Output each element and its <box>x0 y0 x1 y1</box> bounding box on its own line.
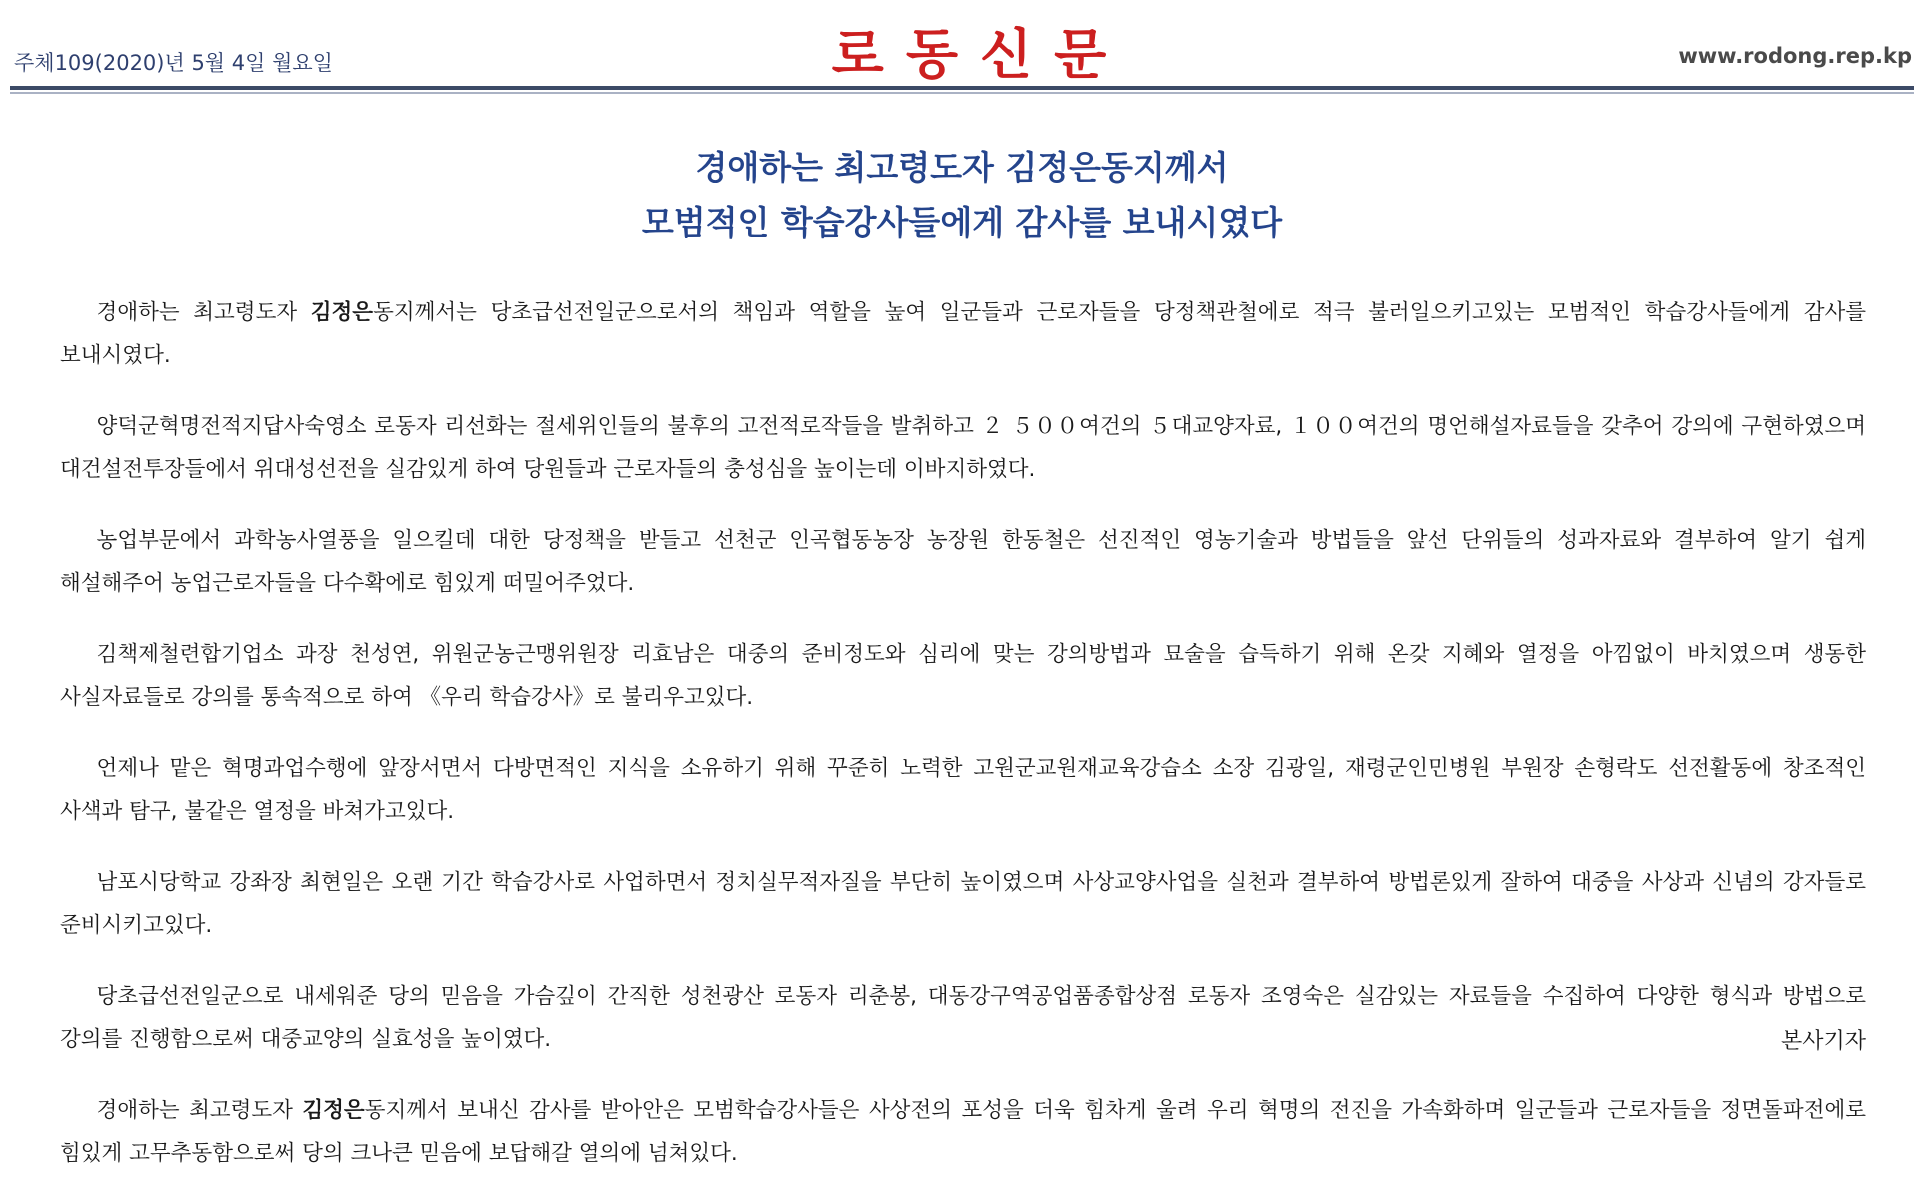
headline-line-1: 경애하는 최고령도자 김정은동지께서 <box>695 148 1229 187</box>
publication-date: 주체109(2020)년 5월 4일 월요일 <box>14 51 333 75</box>
site-url-link[interactable]: www.rodong.rep.kp <box>1678 44 1912 68</box>
paragraph-7: 당초급선전일군으로 내세워준 당의 믿음을 가슴깊이 간직한 성천광산 로동자 리춘봉, 대동강구역공업품종합상점 로동자 조영숙은 실감있는 자료들을 수집하여 다양한 형식과 방법으로 강의를 진행함으로써 대중교양의 실효성을 높이였다. <box>60 984 1866 1052</box>
paragraph-8-rest: 동지께서 보내신 감사를 받아안은 모범학습강사들은 사상전의 포성을 더욱 힘차게 울려 우리 혁명의 전진을 가속화하며 일군들과 근로자들을 정면돌파전에로 힘있게 고무추동함으로써 당의 크나큰 믿음에 보답해갈 열의에 넘쳐있다. <box>60 1098 1867 1166</box>
masthead-divider <box>10 86 1914 90</box>
paragraph-5: 언제나 맡은 혁명과업수행에 앞장서면서 다방면적인 지식을 소유하기 위해 꾸준히 노력한 고원군교원재교육강습소 소장 김광일, 재령군인민병원 부원장 손형락도 선전활동에 창조적인 사색과 탐구, 불같은 열정을 바쳐가고있다. <box>60 756 1866 824</box>
article-headline <box>0 140 1924 250</box>
paragraph-6: 남포시당학교 강좌장 최현일은 오랜 기간 학습강사로 사업하면서 정치실무적자질을 부단히 높이였으며 사상교양사업을 실천과 결부하여 방법론있게 잘하여 대중을 사상과 신념의 강자들로 준비시키고있다. <box>60 870 1866 938</box>
paragraph-1 <box>60 291 1866 377</box>
masthead-divider-thin <box>10 92 1914 94</box>
paragraph-2: 양덕군혁명전적지답사숙영소 로동자 리선화는 절세위인들의 불후의 고전적로작들을 발취하고 ２ ５００여건의 ５대교양자료, １００여건의 명언해설자료들을 갖추어 강의에 구현하였으며 대건설전투장들에서 위대성선전을 실감있게 하여 당원들과 근로자들의 충성심을 높이는데 이바지하였다. <box>60 414 1866 482</box>
paragraph-3: 농업부문에서 과학농사열풍을 일으킬데 대한 당정책을 받들고 선천군 인곡협동농장 농장원 한동철은 선진적인 영농기술과 방법들을 앞선 단위들의 성과자료와 결부하여 알기 쉽게 해설해주어 농업근로자들을 다수확에로 힘있게 떠밀어주었다. <box>60 528 1866 596</box>
masthead <box>0 0 1924 100</box>
leader-name: 김정은 <box>310 300 374 325</box>
paragraph-1-lead: 경애하는 최고령도자 <box>96 300 311 325</box>
paragraph-1-rest: 동지께서는 당초급선전일군으로서의 책임과 역할을 높여 일군들과 근로자들을 당정책관철에로 적극 불러일으키고있는 모범적인 학습강사들에게 감사를 보내시였다. <box>60 300 1867 368</box>
paragraph-8 <box>60 1089 1866 1175</box>
headline-line-2: 모범적인 학습강사들에게 감사를 보내시였다 <box>641 203 1283 242</box>
paragraph-4: 김책제철련합기업소 과장 천성연, 위원군농근맹위원장 리효남은 대중의 준비정도와 심리에 맞는 강의방법과 묘술을 습득하기 위해 온갖 지혜와 열정을 아낌없이 바치였으며 생동한 사실자료들로 강의를 통속적으로 하여 《우리 학습강사》로 불리우고있다. <box>60 642 1866 710</box>
leader-name: 김정은 <box>302 1098 365 1123</box>
article-byline: 본사기자 <box>1780 1029 1866 1054</box>
paragraph-8-lead: 경애하는 최고령도자 <box>96 1098 303 1123</box>
article-body <box>60 291 1866 1203</box>
newspaper-logo[interactable]: 로동신문 <box>831 22 1129 86</box>
